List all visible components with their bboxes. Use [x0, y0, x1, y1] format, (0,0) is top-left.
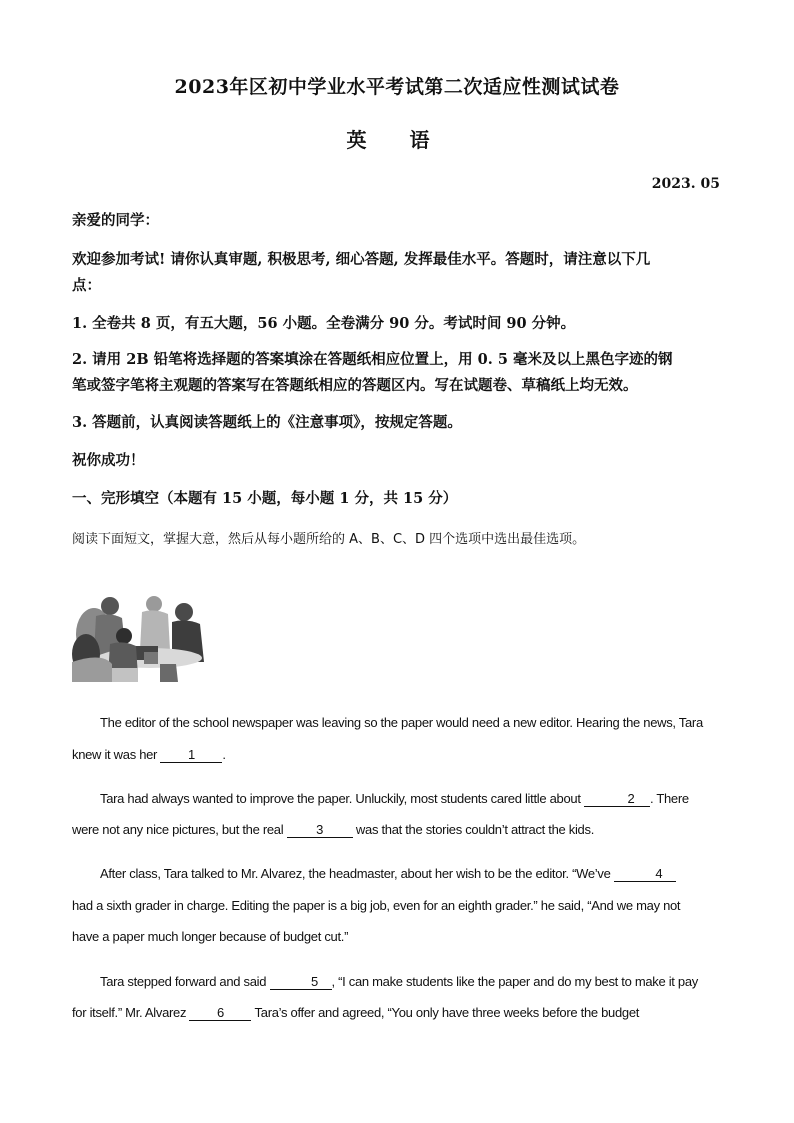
- passage-line: [72, 974, 722, 990]
- passage-line: [72, 866, 722, 882]
- welcome-line-2: 点：: [72, 277, 101, 294]
- passage-line: [72, 747, 722, 763]
- passage-line: have a paper much longer because of budget cut.”: [72, 929, 349, 944]
- section-heading: 一、完形填空（本题有 15 小题，每小题 1 分，共 15 分）: [72, 490, 458, 507]
- passage-text: were not any nice pictures, but the real: [72, 822, 287, 837]
- passage-line: [72, 791, 722, 807]
- section-directions: 阅读下面短文，掌握大意，然后从每小题所给的 A、B、C、D 四个选项中选出最佳选项。: [72, 532, 586, 547]
- greeting: 亲爱的同学：: [72, 212, 159, 229]
- instruction-item-1: 1. 全卷共 8 页，有五大题，56 小题。全卷满分 90 分。考试时间 90 分钟。: [72, 315, 576, 332]
- subject-title: 英 语: [346, 128, 448, 152]
- passage-text: knew it was her: [72, 747, 161, 762]
- exam-date: 2023. 05: [651, 176, 720, 192]
- passage-line: The editor of the school newspaper was leaving so the paper would need a new editor. Hearing the news, Tara: [100, 715, 703, 730]
- blank-2: 2: [584, 792, 650, 807]
- passage-text: After class, Tara talked to Mr. Alvarez, the headmaster, about her wish to be the editor. “We’ve: [100, 866, 614, 881]
- passage-text: . There: [649, 791, 689, 806]
- students-photo: [72, 592, 218, 682]
- instruction-item-3: 3. 答题前，认真阅读答题纸上的《注意事项》，按规定答题。: [72, 414, 462, 431]
- passage-text: Tara’s offer and agreed, “You only have three weeks before the budget: [251, 1005, 640, 1020]
- blank-6: 6: [189, 1006, 251, 1021]
- exam-title: 2023年区初中学业水平考试第二次适应性测试试卷: [174, 76, 620, 98]
- passage-text: was that the stories couldn’t attract the kids.: [352, 822, 595, 837]
- passage-text: for itself.” Mr. Alvarez: [72, 1005, 190, 1020]
- passage-text: .: [222, 747, 226, 762]
- welcome-line-1: 欢迎参加考试! 请你认真审题, 积极思考, 细心答题, 发挥最佳水平。答题时，请注意以下几: [72, 251, 651, 268]
- passage-text: Tara stepped forward and said: [100, 974, 270, 989]
- instruction-item-2-line-2: 笔或签字笔将主观题的答案写在答题纸相应的答题区内。写在试题卷、草稿纸上均无效。: [72, 377, 638, 394]
- passage-line: had a sixth grader in charge. Editing the paper is a big job, even for an eighth grader.” he said, “And we may not: [72, 898, 681, 913]
- passage-line: [72, 822, 722, 838]
- passage-text: Tara had always wanted to improve the paper. Unluckily, most students cared little about: [100, 791, 584, 806]
- blank-3: 3: [287, 823, 353, 838]
- passage-text: , “I can make students like the paper and do my best to make it pay: [331, 974, 698, 989]
- passage-line: [72, 1005, 722, 1021]
- blank-5: 5: [270, 975, 332, 990]
- blank-1: 1: [160, 748, 222, 763]
- good-luck: 祝你成功！: [72, 452, 145, 469]
- blank-4: 4: [614, 867, 676, 882]
- instruction-item-2-line-1: 2. 请用 2B 铅笔将选择题的答案填涂在答题纸相应位置上，用 0. 5 毫米及以上黑色字迹的钢: [72, 351, 673, 368]
